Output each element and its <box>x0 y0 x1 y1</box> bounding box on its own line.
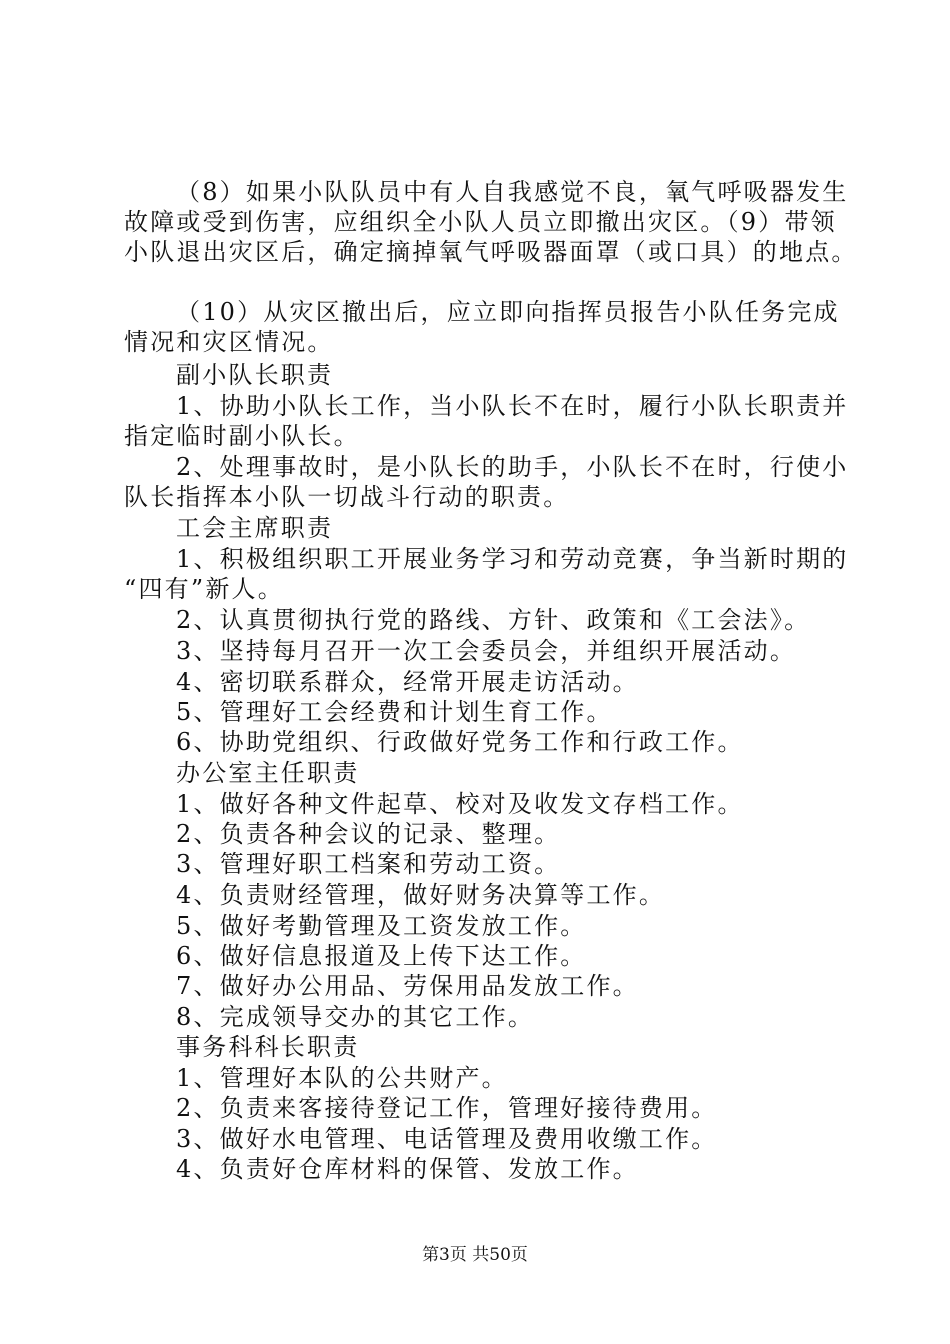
list-item: 2、认真贯彻执行党的路线、方针、政策和《工会法》。 <box>176 606 811 634</box>
paragraph-line: 小队退出灾区后，确定摘掉氧气呼吸器面罩（或口具）的地点。 <box>124 238 858 266</box>
list-item: 2、负责来客接待登记工作，管理好接待费用。 <box>176 1094 718 1122</box>
paragraph-line: 故障或受到伤害，应组织全小队人员立即撤出灾区。（9）带领 <box>124 208 837 236</box>
section-heading: 办公室主任职责 <box>176 759 360 787</box>
list-item: 8、完成领导交办的其它工作。 <box>176 1003 535 1031</box>
list-item: 3、管理好职工档案和劳动工资。 <box>176 850 561 878</box>
list-item: 5、做好考勤管理及工资发放工作。 <box>176 912 587 940</box>
page-number-footer: 第3页 共50页 <box>422 1245 528 1265</box>
paragraph-line: 1、积极组织职工开展业务学习和劳动竞赛，争当新时期的 <box>176 545 849 573</box>
list-item: 6、做好信息报道及上传下达工作。 <box>176 942 587 970</box>
paragraph-line: 2、处理事故时，是小队长的助手，小队长不在时，行使小 <box>176 453 849 481</box>
list-item: 5、管理好工会经费和计划生育工作。 <box>176 698 613 726</box>
paragraph-line: 情况和灾区情况。 <box>124 328 334 356</box>
list-item: 6、协助党组织、行政做好党务工作和行政工作。 <box>176 728 744 756</box>
paragraph-line: 队长指挥本小队一切战斗行动的职责。 <box>124 483 570 511</box>
paragraph-line: 指定临时副小队长。 <box>124 422 360 450</box>
list-item: 3、做好水电管理、电话管理及费用收缴工作。 <box>176 1125 718 1153</box>
list-item: 4、负责财经管理，做好财务决算等工作。 <box>176 881 666 909</box>
paragraph-line: 1、协助小队长工作，当小队长不在时，履行小队长职责并 <box>176 392 849 420</box>
paragraph-line: “四有”新人。 <box>124 575 284 603</box>
section-heading: 工会主席职责 <box>176 514 334 542</box>
list-item: 2、负责各种会议的记录、整理。 <box>176 820 561 848</box>
paragraph-line: （10）从灾区撤出后，应立即向指挥员报告小队任务完成 <box>176 298 840 326</box>
list-item: 7、做好办公用品、劳保用品发放工作。 <box>176 972 639 1000</box>
list-item: 4、负责好仓库材料的保管、发放工作。 <box>176 1155 639 1183</box>
section-heading: 事务科科长职责 <box>176 1033 360 1061</box>
list-item: 4、密切联系群众，经常开展走访活动。 <box>176 668 639 696</box>
section-heading: 副小队长职责 <box>176 361 334 389</box>
list-item: 1、做好各种文件起草、校对及收发文存档工作。 <box>176 790 744 818</box>
list-item: 3、坚持每月召开一次工会委员会，并组织开展活动。 <box>176 637 797 665</box>
list-item: 1、管理好本队的公共财产。 <box>176 1064 508 1092</box>
paragraph-line: （8）如果小队队员中有人自我感觉不良，氧气呼吸器发生 <box>176 178 849 206</box>
